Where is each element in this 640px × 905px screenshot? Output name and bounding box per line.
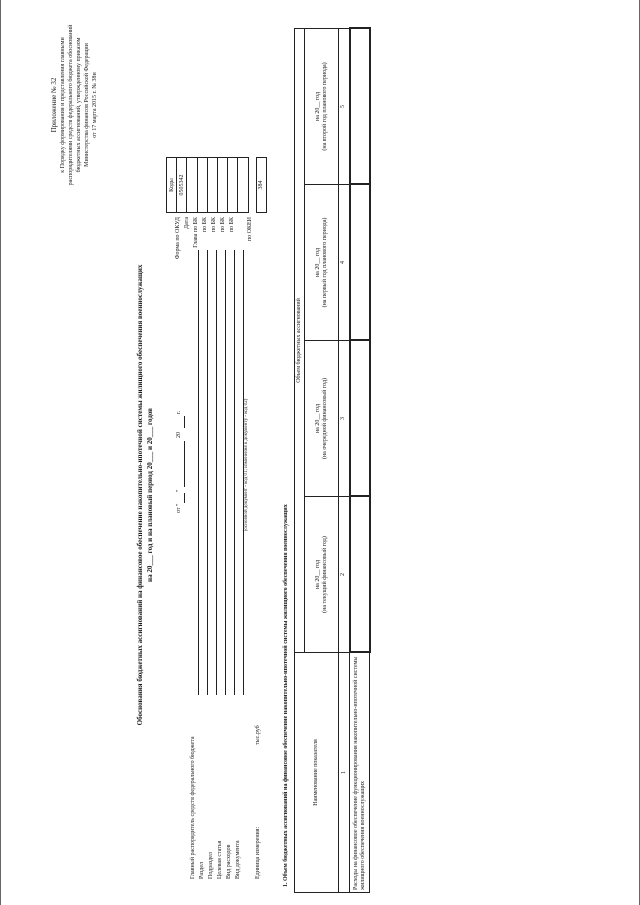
col-header-next-year xyxy=(305,341,339,497)
section-line[interactable] xyxy=(207,250,208,695)
row-1-next[interactable] xyxy=(350,341,370,497)
row-1-name: Расходы на финансовое обеспечение функционирования накопительно-ипотечной системы жилищного обеспечения военнослужащих xyxy=(350,653,370,893)
allocations-table xyxy=(294,27,371,893)
col-header-plan-year-2 xyxy=(305,28,339,184)
okud-code: 0505342 xyxy=(177,158,187,213)
col-4-year: на 20__ год xyxy=(314,91,321,122)
expense-type-line[interactable] xyxy=(234,250,235,695)
date-year-prefix: 20 xyxy=(176,432,182,438)
col-num-4: 4 xyxy=(339,185,350,341)
okud-label: Форма по ОКУД xyxy=(175,217,181,260)
unit-value: тыс.руб xyxy=(255,725,261,745)
appendix-line-5: Министерства финансов Российской Федерации xyxy=(84,43,90,167)
col-1-year: на 20__ год xyxy=(314,559,321,590)
date-suffix: г. xyxy=(176,410,182,414)
col-4-sub: (на второй год планового периода) xyxy=(321,62,328,151)
scan-edge-top xyxy=(0,0,1,905)
grbs-label: Главный распорядитель средств федерального бюджета xyxy=(190,736,196,879)
grbs-line[interactable] xyxy=(198,250,199,695)
appendix-line-2: к Порядку формирования и представления главными xyxy=(60,37,66,173)
bk-label-1: по БК xyxy=(202,217,208,233)
doc-type-hint: (основной документ - код 01; изменения к документу - код 02) xyxy=(244,398,249,532)
section-label: Раздел xyxy=(199,862,205,879)
form-title: Обоснования бюджетных ассигнований на финансовое обеспечение накопительно-ипотечной системы жилищного обеспечения военнослужащих xyxy=(136,264,144,726)
appendix-number: Приложение № 32 xyxy=(50,77,58,133)
col-header-plan-year-1 xyxy=(305,185,339,341)
subsection-line[interactable] xyxy=(216,250,217,695)
col-num-2: 2 xyxy=(339,497,350,653)
bk-label-4: по БК xyxy=(229,217,235,233)
date-from-label: от " xyxy=(176,503,182,513)
bk-cell-3[interactable] xyxy=(228,158,238,213)
codes-table xyxy=(166,157,267,213)
date-year-line xyxy=(184,416,185,428)
glava-bk-label: Глава по БК xyxy=(193,217,199,248)
okei-label: по ОКЕИ xyxy=(247,217,253,242)
col-3-sub: (на первый год планового периода) xyxy=(321,217,328,308)
table-row xyxy=(350,28,370,892)
bk-cell-4[interactable] xyxy=(238,158,248,213)
date-code-label: Дата xyxy=(184,217,190,229)
date-month-line xyxy=(184,441,185,487)
col-num-1: 1 xyxy=(339,653,350,893)
bk-cell-2[interactable] xyxy=(217,158,227,213)
appendix-line-3: распорядителями средств федерального бюджета обоснований xyxy=(68,24,74,186)
appendix-line-6: от 17 марта 2015 г. № 38н xyxy=(92,72,98,138)
bk-cell-1[interactable] xyxy=(207,158,217,213)
col-num-3: 3 xyxy=(339,341,350,497)
date-quote: " xyxy=(176,489,182,492)
bk-label-3: по БК xyxy=(220,217,226,233)
col-1-sub: (на текущий финансовый год) xyxy=(321,536,328,613)
col-num-5: 5 xyxy=(339,28,350,184)
subsection-label: Подраздел xyxy=(208,852,214,879)
col-2-year: на 20__ год xyxy=(314,403,321,434)
row-1-plan-2[interactable] xyxy=(350,28,370,184)
expense-type-label: Вид расходов xyxy=(226,844,232,879)
doc-type-label: Вид документа xyxy=(235,840,241,879)
okei-code: 384 xyxy=(256,158,266,213)
col-header-name: Наименование показателя xyxy=(295,653,339,893)
appendix-line-4: бюджетных ассигнований, утвержденному приказом xyxy=(76,37,82,173)
codes-gap xyxy=(248,158,256,213)
col-3-year: на 20__ год xyxy=(314,247,321,278)
unit-label: Единица измерения: xyxy=(255,826,261,879)
row-1-current[interactable] xyxy=(350,497,370,653)
codes-header: Коды xyxy=(167,158,177,213)
form-subtitle: на 20___ год и на плановый период 20___ и 20___ годов xyxy=(146,408,154,582)
col-header-current-year xyxy=(305,497,339,653)
glava-bk-cell[interactable] xyxy=(197,158,207,213)
section1-heading: 1. Объем бюджетных ассигнований на финансовое обеспечение накопительно-ипотечной системы жилищного обеспечения военнослужащих xyxy=(283,504,289,887)
bk-label-2: по БК xyxy=(211,217,217,233)
col-2-sub: (на очередной финансовый год) xyxy=(321,377,328,460)
row-1-plan-1[interactable] xyxy=(350,185,370,341)
target-line[interactable] xyxy=(225,250,226,695)
target-label: Целевая статья xyxy=(217,840,223,879)
col-header-group: Объем бюджетных ассигнований xyxy=(295,28,305,652)
date-day-line xyxy=(184,493,185,503)
date-code-cell[interactable] xyxy=(187,158,197,213)
